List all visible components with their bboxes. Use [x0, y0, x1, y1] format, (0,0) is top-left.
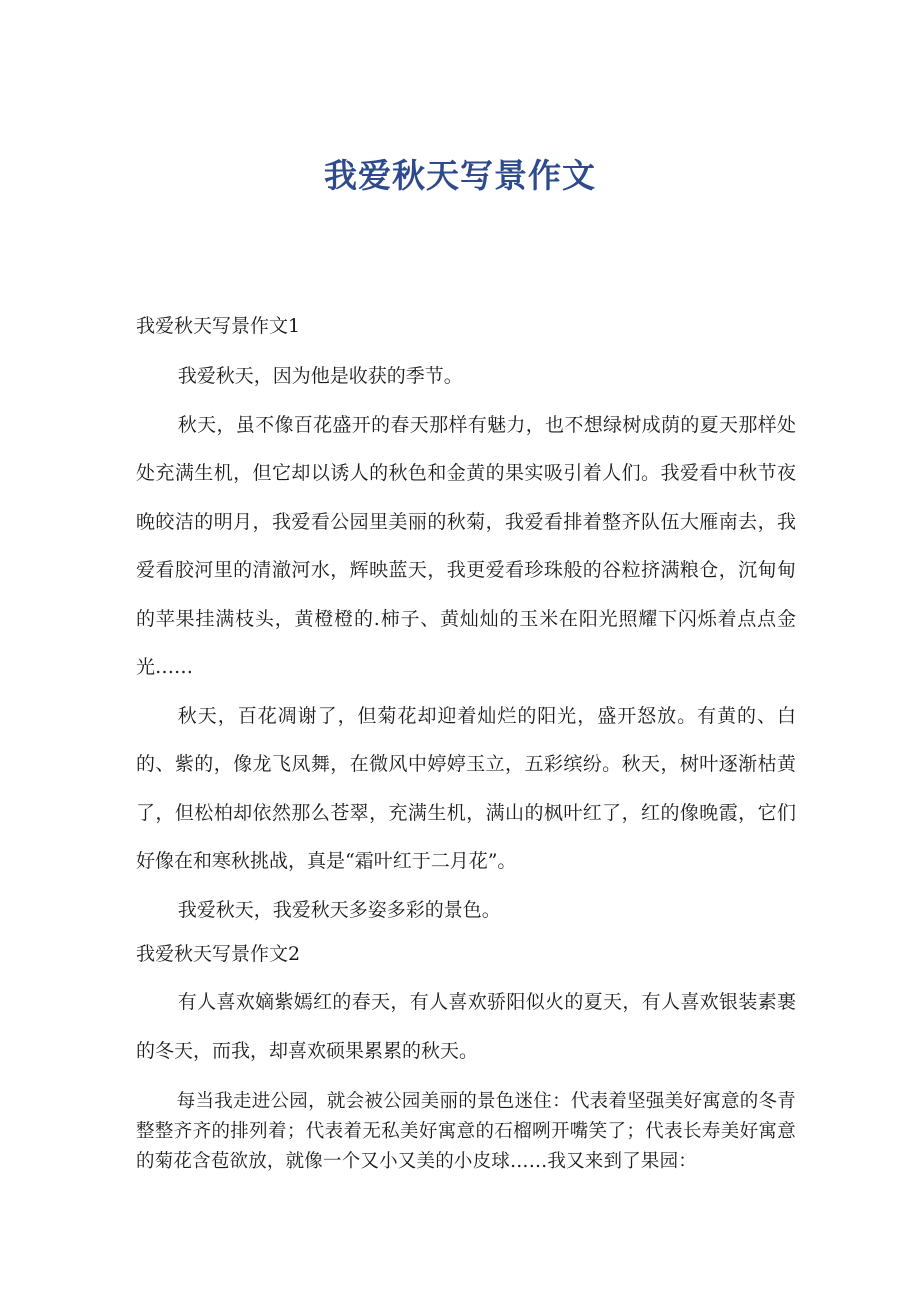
paragraph: 秋天，百花凋谢了，但菊花却迎着灿烂的阳光，盛开怒放。有黄的、白的、紫的，像龙飞凤舞，在微风中婷婷玉立，五彩缤纷。秋天，树叶逐渐枯黄了，但松柏却依然那么苍翠，充满生机，满山的枫叶红了，红的像晚霞，它们好像在和寒秋挑战，真是“霜叶红于二月花”。 — [136, 704, 796, 872]
paragraph: 每当我走进公园，就会被公园美丽的景色迷住：代表着坚强美好寓意的冬青整整齐齐的排列着；代表着无私美好寓意的石榴咧开嘴笑了；代表长寿美好寓意的菊花含苞欲放，就像一个又小又美的小皮球……我又来到了果园： — [136, 1091, 796, 1172]
document-title: 我爱秋天写景作文 — [324, 156, 596, 195]
paragraph: 我爱秋天，我爱秋天多姿多彩的景色。 — [177, 898, 501, 921]
paragraph: 我爱秋天，因为他是收获的季节。 — [177, 365, 463, 387]
paragraph: 秋天，虽不像百花盛开的春天那样有魅力，也不想绿树成荫的夏天那样处处充满生机，但它却以诱人的秋色和金黄的果实吸引着人们。我爱看中秋节夜晚皎洁的明月，我爱看公园里美丽的秋菊，我爱看排着整齐队伍大雁南去，我爱看胶河里的清澈河水，辉映蓝天，我更爱看珍珠般的谷粒挤满粮仓，沉甸甸的苹果挂满枝头，黄橙橙的.柿子、黄灿灿的玉米在阳光照耀下闪烁着点点金光…… — [136, 413, 796, 678]
paragraph: 有人喜欢嫡紫嫣红的春天，有人喜欢骄阳似火的夏天，有人喜欢银装素裹的冬天，而我，却喜欢硕果累累的秋天。 — [136, 991, 796, 1062]
document-body — [136, 312, 796, 1177]
section-heading-2: 我爱秋天写景作文2 — [136, 943, 301, 965]
section-heading-1: 我爱秋天写景作文1 — [136, 315, 301, 337]
